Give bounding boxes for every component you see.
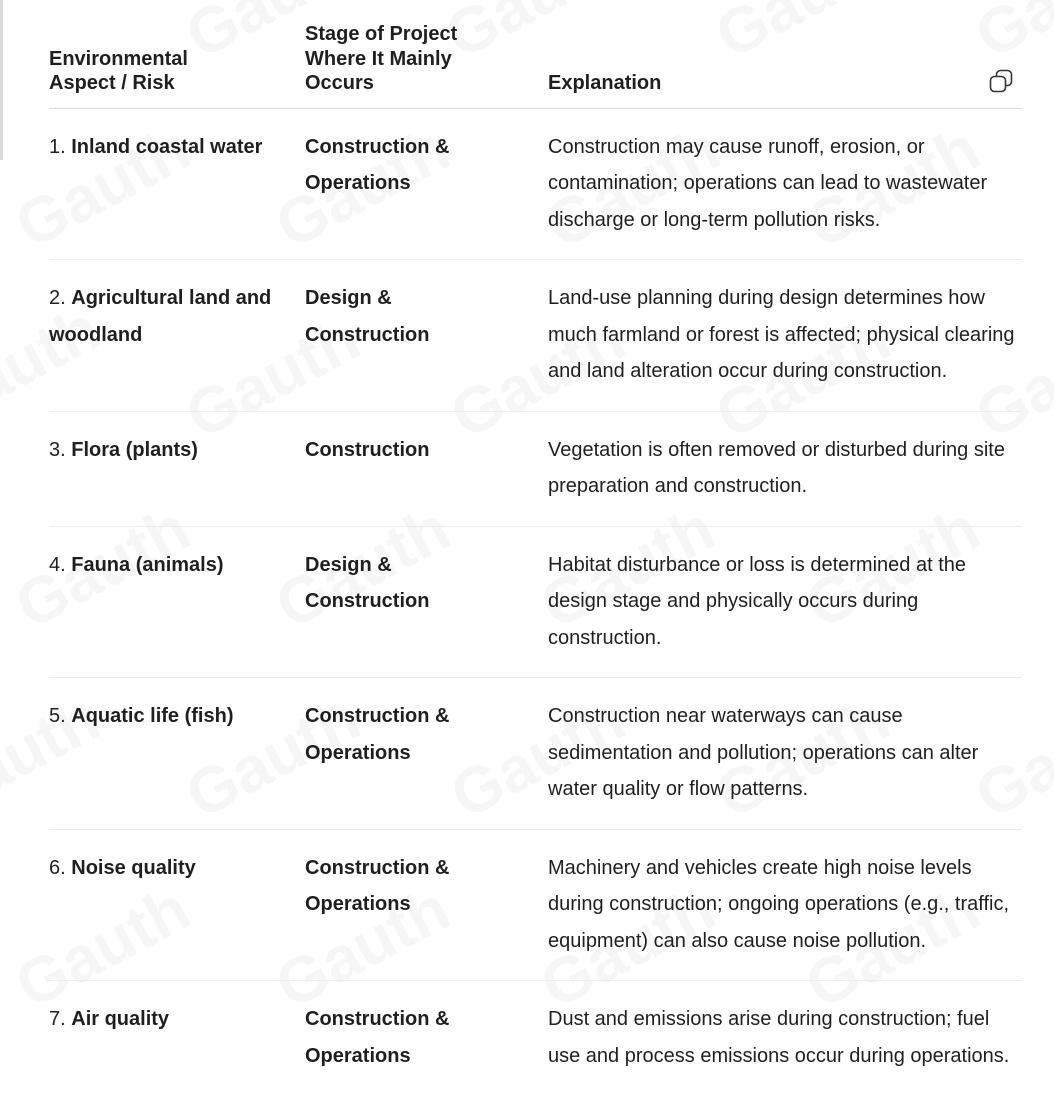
aspect-cell (49, 108, 305, 260)
row-number: 4. (49, 553, 66, 576)
aspect-cell (49, 981, 305, 1096)
aspect-cell (49, 829, 305, 981)
header-explanation (548, 22, 1022, 108)
table-row (49, 829, 1022, 981)
row-number: 2. (49, 287, 66, 309)
explanation-cell: Vegetation is often removed or disturbed during site preparation and construction. (548, 411, 1022, 526)
aspect-name: Noise quality (71, 856, 196, 879)
explanation-cell: Construction may cause runoff, erosion, or contamination; operations can lead to wastewater discharge or long-term pollution risks. (548, 108, 1022, 260)
table-row (49, 108, 1022, 260)
stage-cell: Construction & Operations (305, 1008, 450, 1067)
header-aspect: Environmental Aspect / Risk (49, 22, 305, 108)
table-row (49, 526, 1022, 678)
table-row (49, 981, 1022, 1096)
header-stage: Stage of Project Where It Mainly Occurs (305, 22, 548, 108)
aspect-name: Aquatic life (fish) (71, 705, 234, 727)
table-row (49, 411, 1022, 526)
stage-cell: Design & Construction (305, 260, 548, 412)
aspect-name: Agricultural land and woodland (49, 287, 272, 346)
aspect-cell (49, 678, 305, 830)
stage-cell: Construction & Operations (305, 829, 548, 981)
aspect-name: Fauna (animals) (71, 553, 224, 576)
aspect-name: Air quality (71, 1008, 170, 1030)
aspect-cell (49, 411, 305, 526)
environmental-risk-table-container (49, 22, 1022, 1095)
environmental-risk-table (49, 22, 1022, 1095)
row-number: 1. (49, 135, 66, 158)
explanation-cell: Construction near waterways can cause sedimentation and pollution; operations can alter water quality or flow patterns. (548, 678, 1022, 830)
aspect-name: Inland coastal water (71, 135, 263, 158)
stage-cell: Design & Construction (305, 526, 548, 678)
aspect-cell (49, 260, 305, 412)
table-header-row (49, 22, 1022, 108)
explanation-cell: Dust and emissions arise during construction; fuel use and process emissions occur during operations. (548, 1008, 1010, 1067)
aspect-name: Flora (plants) (71, 438, 198, 461)
stage-cell: Construction (305, 411, 548, 526)
row-number: 7. (49, 1008, 66, 1030)
stage-cell: Construction & Operations (305, 108, 548, 260)
copy-icon[interactable] (988, 68, 1014, 94)
header-explanation-label: Explanation (548, 72, 662, 94)
stage-cell: Construction & Operations (305, 678, 548, 830)
table-row (49, 678, 1022, 830)
table-row (49, 260, 1022, 412)
left-edge-bar (0, 0, 3, 160)
explanation-cell: Machinery and vehicles create high noise levels during construction; ongoing operations (e.g., traffic, equipment) can also cause noise pollution. (548, 829, 1022, 981)
explanation-cell: Land-use planning during design determines how much farmland or forest is affected; physical clearing and land alteration occur during construction. (548, 260, 1022, 412)
row-number: 3. (49, 438, 66, 461)
explanation-cell: Habitat disturbance or loss is determined at the design stage and physically occurs during construction. (548, 526, 1022, 678)
table-body (49, 108, 1022, 1095)
row-number: 5. (49, 705, 66, 727)
aspect-cell (49, 526, 305, 678)
row-number: 6. (49, 856, 66, 879)
